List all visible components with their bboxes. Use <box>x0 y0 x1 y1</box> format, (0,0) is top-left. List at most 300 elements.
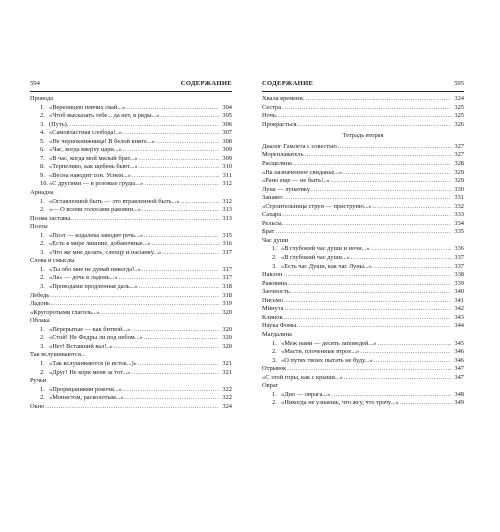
entry-title: «Не чернокнижница! В белой книге...» <box>49 137 155 145</box>
entry-number: 1. <box>40 385 45 393</box>
entry-title: «Ты обо мне не думай никогда!..» <box>49 265 141 273</box>
entry-number: 1. <box>40 103 45 111</box>
entry-title: «Проводами продленная даль...» <box>49 283 138 291</box>
entry-page-number: 340 <box>454 288 464 296</box>
entry-page-number: 322 <box>222 385 232 393</box>
toc-entry <box>30 112 232 121</box>
entry-page-number: 319 <box>222 300 232 308</box>
entry-page-number: 309 <box>222 154 232 162</box>
toc-entry <box>30 369 232 378</box>
toc-entry <box>30 206 232 215</box>
entry-number: 3. <box>40 342 45 350</box>
entry-title: «С этой горы, как с крыши...» <box>262 373 343 381</box>
dot-leader <box>152 240 219 249</box>
entry-number: 2. <box>272 348 277 356</box>
entry-title: «Никогда не узнаешь, что жгу, что трачу...» <box>281 399 399 407</box>
toc-entry <box>262 104 464 113</box>
dot-leader <box>131 369 219 378</box>
section-subtitle <box>262 132 464 141</box>
entry-number: 5. <box>40 137 45 145</box>
entry-title: «Оставленной быть — это втравленной быть...» <box>49 197 180 205</box>
entry-page-number: 349 <box>454 399 464 407</box>
toc-entry <box>30 386 232 395</box>
dot-leader <box>156 138 219 147</box>
toc-group-heading <box>262 331 464 340</box>
entry-title: «Стой! Не Федры ли под небом...» <box>49 334 143 342</box>
entry-page-number: 312 <box>222 197 232 205</box>
page-number: 595 <box>454 80 464 87</box>
entry-number: 2. <box>272 254 277 262</box>
entry-title: Так вслушиваются... <box>30 351 86 359</box>
dot-leader <box>69 121 219 130</box>
entry-number: 1. <box>40 231 45 239</box>
entry-page-number: 346 <box>454 348 464 356</box>
entry-page-number: 339 <box>454 279 464 287</box>
entry-number: 2. <box>40 206 45 214</box>
entry-title: «Есть час Души, как час Луны...» <box>281 262 372 270</box>
entry-title: Хвала времени. <box>262 95 305 102</box>
entry-page-number: 331 <box>454 194 464 202</box>
entry-number: 2. <box>40 240 45 248</box>
entry-title: Облака <box>30 317 50 325</box>
entry-title: «О путях твоих пытать не буду...» <box>281 356 373 364</box>
entry-title: Поэма заставы. <box>30 214 72 222</box>
toc-group-heading <box>30 317 232 326</box>
toc-entry <box>30 180 232 189</box>
dot-leader <box>284 297 451 306</box>
entry-page-number: 317 <box>222 265 232 273</box>
entry-title: Магдалина <box>262 330 292 338</box>
dot-leader <box>50 292 219 301</box>
toc-entry <box>30 138 232 147</box>
entry-page-number: 320 <box>222 308 232 316</box>
entry-page-number: 311 <box>222 171 232 179</box>
entry-page-number: 332 <box>454 202 464 210</box>
entry-page-number: 328 <box>454 160 464 168</box>
toc-entry <box>262 399 464 408</box>
entry-number: 2. <box>40 112 45 120</box>
toc-entry <box>262 297 464 306</box>
dot-leader <box>360 348 451 357</box>
entry-title: (Путь). <box>49 120 69 128</box>
dot-leader <box>287 365 451 374</box>
dot-leader <box>142 266 219 275</box>
entry-number: 4. <box>40 129 45 137</box>
dot-leader <box>373 263 451 272</box>
dot-leader <box>288 280 451 289</box>
entry-page-number: 325 <box>454 103 464 111</box>
toc-entry <box>30 360 232 369</box>
entry-page-number: 320 <box>222 325 232 333</box>
entry-title: «Масти, плоченные втрое...» <box>281 348 360 356</box>
entry-title: Сестра <box>262 103 282 111</box>
entry-page-number: 327 <box>454 151 464 159</box>
entry-title: Рельсы. <box>262 219 284 227</box>
entry-title: «Дно — оврага...» <box>281 390 331 398</box>
entry-title: Диалог Гамлета с совестью <box>262 142 337 150</box>
toc-entry <box>30 240 232 249</box>
entry-number: 1. <box>40 325 45 333</box>
entry-page-number: 343 <box>454 313 464 321</box>
toc-entry <box>30 343 232 352</box>
toc-group-heading <box>30 223 232 232</box>
entry-title: «В глубокий час души и ночи...» <box>281 245 370 253</box>
toc-entry <box>262 151 464 160</box>
toc-entry <box>30 274 232 283</box>
entry-title: Раковина <box>262 279 288 287</box>
entry-page-number: 346 <box>454 356 464 364</box>
dot-leader <box>344 374 451 383</box>
entry-page-number: 338 <box>454 271 464 279</box>
entry-title: «Чтоб высказать тебе... да нет, в ряды...» <box>49 112 160 120</box>
entry-title: Наука Фомы. <box>262 322 298 330</box>
entry-title: Провода <box>30 95 54 102</box>
toc-entry <box>30 394 232 403</box>
entry-title: «Терпеливо, как щебень бьют...» <box>49 163 138 171</box>
entry-title: Овраг <box>262 382 279 390</box>
toc-entry <box>262 169 464 178</box>
entry-title: Письмо <box>262 296 284 304</box>
toc-entry <box>30 326 232 335</box>
toc-entry <box>30 249 232 258</box>
dot-leader <box>114 343 219 352</box>
entry-page-number: 320 <box>222 334 232 342</box>
entry-page-number: 347 <box>454 365 464 373</box>
dot-leader <box>284 305 451 314</box>
dot-leader <box>123 386 219 395</box>
entry-number: 2. <box>40 394 45 402</box>
entry-page-number: 309 <box>222 146 232 154</box>
entry-page-number: 305 <box>222 112 232 120</box>
toc-entry <box>30 129 232 138</box>
dot-leader <box>139 283 219 292</box>
dot-leader <box>305 95 451 104</box>
entry-page-number: 321 <box>222 368 232 376</box>
dot-leader <box>299 121 451 130</box>
entry-title: Слова и смыслы <box>30 257 75 265</box>
entry-page-number: 324 <box>454 95 464 102</box>
dot-leader <box>144 180 219 189</box>
entry-page-number: 334 <box>454 219 464 227</box>
dot-leader <box>123 146 219 155</box>
toc-group-heading <box>262 237 464 246</box>
entry-title: Сахара <box>262 211 282 219</box>
entry-title: Клинок <box>262 313 283 321</box>
entry-number: 1. <box>40 197 45 205</box>
toc-entry <box>262 322 464 331</box>
entry-title: «Что же мне делать, слепцу и пасынку...» <box>49 248 162 256</box>
entry-page-number: 313 <box>222 206 232 214</box>
toc-entry <box>30 163 232 172</box>
entry-page-number: 336 <box>454 245 464 253</box>
toc-entry <box>30 232 232 241</box>
entry-title: «Поэт — издалека заводит речь...» <box>49 231 144 239</box>
left-page <box>30 78 232 411</box>
entry-page-number: 322 <box>222 394 232 402</box>
entry-page-number: 318 <box>222 291 232 299</box>
entry-title: «В глубокий час души...» <box>281 254 350 262</box>
entry-page-number: 307 <box>222 129 232 137</box>
entry-title: Ночь. <box>262 112 278 120</box>
toc-entry <box>30 292 232 301</box>
entry-number: 1. <box>272 245 277 253</box>
entry-page-number: 316 <box>222 240 232 248</box>
dot-leader <box>305 151 451 160</box>
entry-page-number: 335 <box>454 228 464 236</box>
dot-leader <box>138 360 219 369</box>
dot-leader <box>125 394 219 403</box>
dot-leader <box>144 232 219 241</box>
toc-entry <box>262 160 464 169</box>
toc-entry <box>262 305 464 314</box>
dot-leader <box>278 112 451 121</box>
right-page <box>262 78 464 408</box>
toc-entry <box>262 143 464 152</box>
dot-leader <box>374 357 451 366</box>
dot-leader <box>331 391 451 400</box>
entry-title: Час души <box>262 236 289 244</box>
dot-leader <box>284 314 451 323</box>
toc-entry <box>262 374 464 383</box>
dot-leader <box>338 143 451 152</box>
entry-page-number: 329 <box>454 168 464 176</box>
entry-page-number: 317 <box>222 274 232 282</box>
toc-entry <box>262 203 464 212</box>
entry-page-number: 313 <box>222 214 232 222</box>
entry-page-number: 317 <box>222 248 232 256</box>
entry-title: «Меж нами — десять заповедей...» <box>281 339 377 347</box>
running-title: СОДЕРЖАНИЕ <box>262 80 314 87</box>
entry-title: «Весна наводит сон. Уснем...» <box>49 171 131 179</box>
entry-title: «Вереницею певчих свай...» <box>49 103 126 111</box>
entry-number: 3. <box>40 120 45 128</box>
entry-number: 2. <box>40 274 45 282</box>
entry-title: Отрывок <box>262 365 287 373</box>
entry-title: Расщелина <box>262 160 292 168</box>
dot-leader <box>377 340 451 349</box>
toc-entry <box>30 155 232 164</box>
entry-page-number: 326 <box>454 120 464 128</box>
entry-title: «С другими — в розовые груды...» <box>49 180 144 188</box>
toc-entry <box>262 121 464 130</box>
entry-page-number: 341 <box>454 296 464 304</box>
dot-leader <box>45 403 219 412</box>
entry-title: «В час, когда мой милый брат...» <box>49 154 138 162</box>
entry-page-number: 333 <box>454 211 464 219</box>
entry-title: Минута <box>262 305 284 313</box>
entry-number: 1. <box>40 265 45 273</box>
section-subtitle-text: Тетрадь вторая <box>342 131 384 139</box>
dot-leader <box>123 129 219 138</box>
entry-title: «Перерытые — как битвой...» <box>49 325 131 333</box>
toc-entry <box>30 121 232 130</box>
toc-entry <box>262 365 464 374</box>
toc-group-heading <box>30 95 232 104</box>
toc-entry <box>30 300 232 309</box>
entry-number: 6. <box>40 146 45 154</box>
entry-page-number: 345 <box>454 339 464 347</box>
entry-number: 1. <box>272 390 277 398</box>
toc-entry <box>30 198 232 207</box>
entry-number: 1. <box>40 359 45 367</box>
dot-leader <box>126 104 219 113</box>
toc-entry <box>30 309 232 318</box>
entry-page-number: 327 <box>454 142 464 150</box>
entry-title: «Так вслушиваются (в исток...)» <box>49 359 137 367</box>
entry-title: Ручьи <box>30 377 47 385</box>
toc-entry <box>262 391 464 400</box>
entry-page-number: 308 <box>222 137 232 145</box>
toc-list <box>262 95 464 408</box>
entry-title: «Строительница струн — приструню...» <box>262 202 372 210</box>
dot-leader <box>132 172 219 181</box>
toc-group-heading <box>30 377 232 386</box>
entry-page-number: 312 <box>222 180 232 188</box>
entry-number: 2. <box>40 368 45 376</box>
dot-leader <box>343 169 451 178</box>
entry-title: «Кругоротыми глаголь...» <box>30 308 100 316</box>
dot-leader <box>180 198 219 207</box>
running-title: СОДЕРЖАНИЕ <box>180 80 232 87</box>
entry-title: «Час, когда вверху цари...» <box>49 146 122 154</box>
toc-entry <box>262 220 464 229</box>
toc-entry <box>30 283 232 292</box>
entry-title: Брат <box>262 228 275 236</box>
entry-number: 2. <box>272 399 277 407</box>
entry-title: «Друг! Не кори меня за тот...» <box>49 368 131 376</box>
toc-entry <box>30 215 232 224</box>
entry-page-number: 344 <box>454 322 464 330</box>
dot-leader <box>139 155 219 164</box>
entry-page-number: 330 <box>454 185 464 193</box>
entry-page-number: 324 <box>222 402 232 410</box>
dot-leader <box>131 326 219 335</box>
toc-entry <box>262 280 464 289</box>
entry-title: Занавес <box>262 194 284 202</box>
entry-number: 3. <box>272 356 277 364</box>
entry-title: «Рано еще — не быть!..» <box>262 177 330 185</box>
entry-number: 3. <box>40 283 45 291</box>
toc-group-heading <box>30 257 232 266</box>
entry-page-number: 315 <box>222 231 232 239</box>
dot-leader <box>160 112 219 121</box>
dot-leader <box>293 160 451 169</box>
entry-page-number: 325 <box>454 112 464 120</box>
dot-leader <box>292 288 451 297</box>
entry-title: Наклон <box>262 271 283 279</box>
dot-leader <box>284 194 451 203</box>
entry-number: 3. <box>40 248 45 256</box>
entry-page-number: 329 <box>454 177 464 185</box>
dot-leader <box>371 245 451 254</box>
entry-page-number: 337 <box>454 262 464 270</box>
toc-entry <box>262 211 464 220</box>
toc-group-heading <box>262 382 464 391</box>
toc-entry <box>262 254 464 263</box>
entry-title: «Есть в мире лишние, добавочные...» <box>49 240 151 248</box>
toc-list <box>30 95 232 411</box>
entry-page-number: 348 <box>454 390 464 398</box>
dot-leader <box>311 186 451 195</box>
entry-title: Прокрасться. <box>262 120 299 128</box>
entry-page-number: 318 <box>222 283 232 291</box>
entry-number: 2. <box>40 334 45 342</box>
toc-entry <box>30 172 232 181</box>
entry-number: 7. <box>40 154 45 162</box>
dot-leader <box>400 399 451 408</box>
entry-title: Лебедь <box>30 291 50 299</box>
dot-leader <box>101 309 219 318</box>
toc-entry <box>262 263 464 272</box>
entry-title: Луна — лунатику <box>262 185 311 193</box>
dot-leader <box>275 228 451 237</box>
entry-title: «Ла» — дочь в ладонь...» <box>49 274 118 282</box>
page-number: 594 <box>30 80 40 87</box>
toc-group-heading <box>30 189 232 198</box>
dot-leader <box>162 249 219 258</box>
entry-number: 1. <box>272 339 277 347</box>
dot-leader <box>331 177 451 186</box>
entry-number: 8. <box>40 163 45 171</box>
dot-leader <box>282 211 451 220</box>
dot-leader <box>144 334 219 343</box>
dot-leader <box>73 215 219 224</box>
toc-entry <box>262 194 464 203</box>
entry-page-number: 347 <box>454 373 464 381</box>
toc-entry <box>262 112 464 121</box>
toc-entry <box>262 177 464 186</box>
entry-title: «Монистом, расколотым...» <box>49 394 124 402</box>
entry-title: Окно <box>30 402 45 410</box>
entry-title: Мореплаватель <box>262 151 304 159</box>
dot-leader <box>373 203 451 212</box>
entry-title: «На назначенное свиданье...» <box>262 168 343 176</box>
toc-entry <box>30 334 232 343</box>
dot-leader <box>283 271 451 280</box>
entry-page-number: 306 <box>222 120 232 128</box>
toc-entry <box>30 104 232 113</box>
dot-leader <box>139 163 219 172</box>
toc-entry <box>30 403 232 412</box>
entry-number: 9. <box>40 171 45 179</box>
dot-leader <box>284 220 451 229</box>
toc-entry <box>262 357 464 366</box>
toc-entry <box>30 146 232 155</box>
dot-leader <box>282 104 451 113</box>
page-header <box>262 78 464 90</box>
dot-leader <box>119 274 219 283</box>
toc-entry <box>262 245 464 254</box>
entry-title: «Прорицаниями рокочи...» <box>49 385 122 393</box>
entry-title: Поэты <box>30 223 48 231</box>
dot-leader <box>142 206 219 215</box>
dot-leader <box>51 300 219 309</box>
entry-page-number: 342 <box>454 305 464 313</box>
toc-entry <box>262 186 464 195</box>
entry-page-number: 320 <box>222 342 232 350</box>
toc-entry <box>262 340 464 349</box>
toc-entry <box>262 348 464 357</box>
entry-page-number: 321 <box>222 359 232 367</box>
entry-title: Заочность. <box>262 288 292 296</box>
header-rule <box>262 91 464 92</box>
entry-page-number: 304 <box>222 103 232 111</box>
entry-page-number: 310 <box>222 163 232 171</box>
toc-entry <box>262 288 464 297</box>
header-rule <box>30 91 232 92</box>
entry-number: 10. <box>40 180 48 188</box>
dot-leader <box>299 322 451 331</box>
